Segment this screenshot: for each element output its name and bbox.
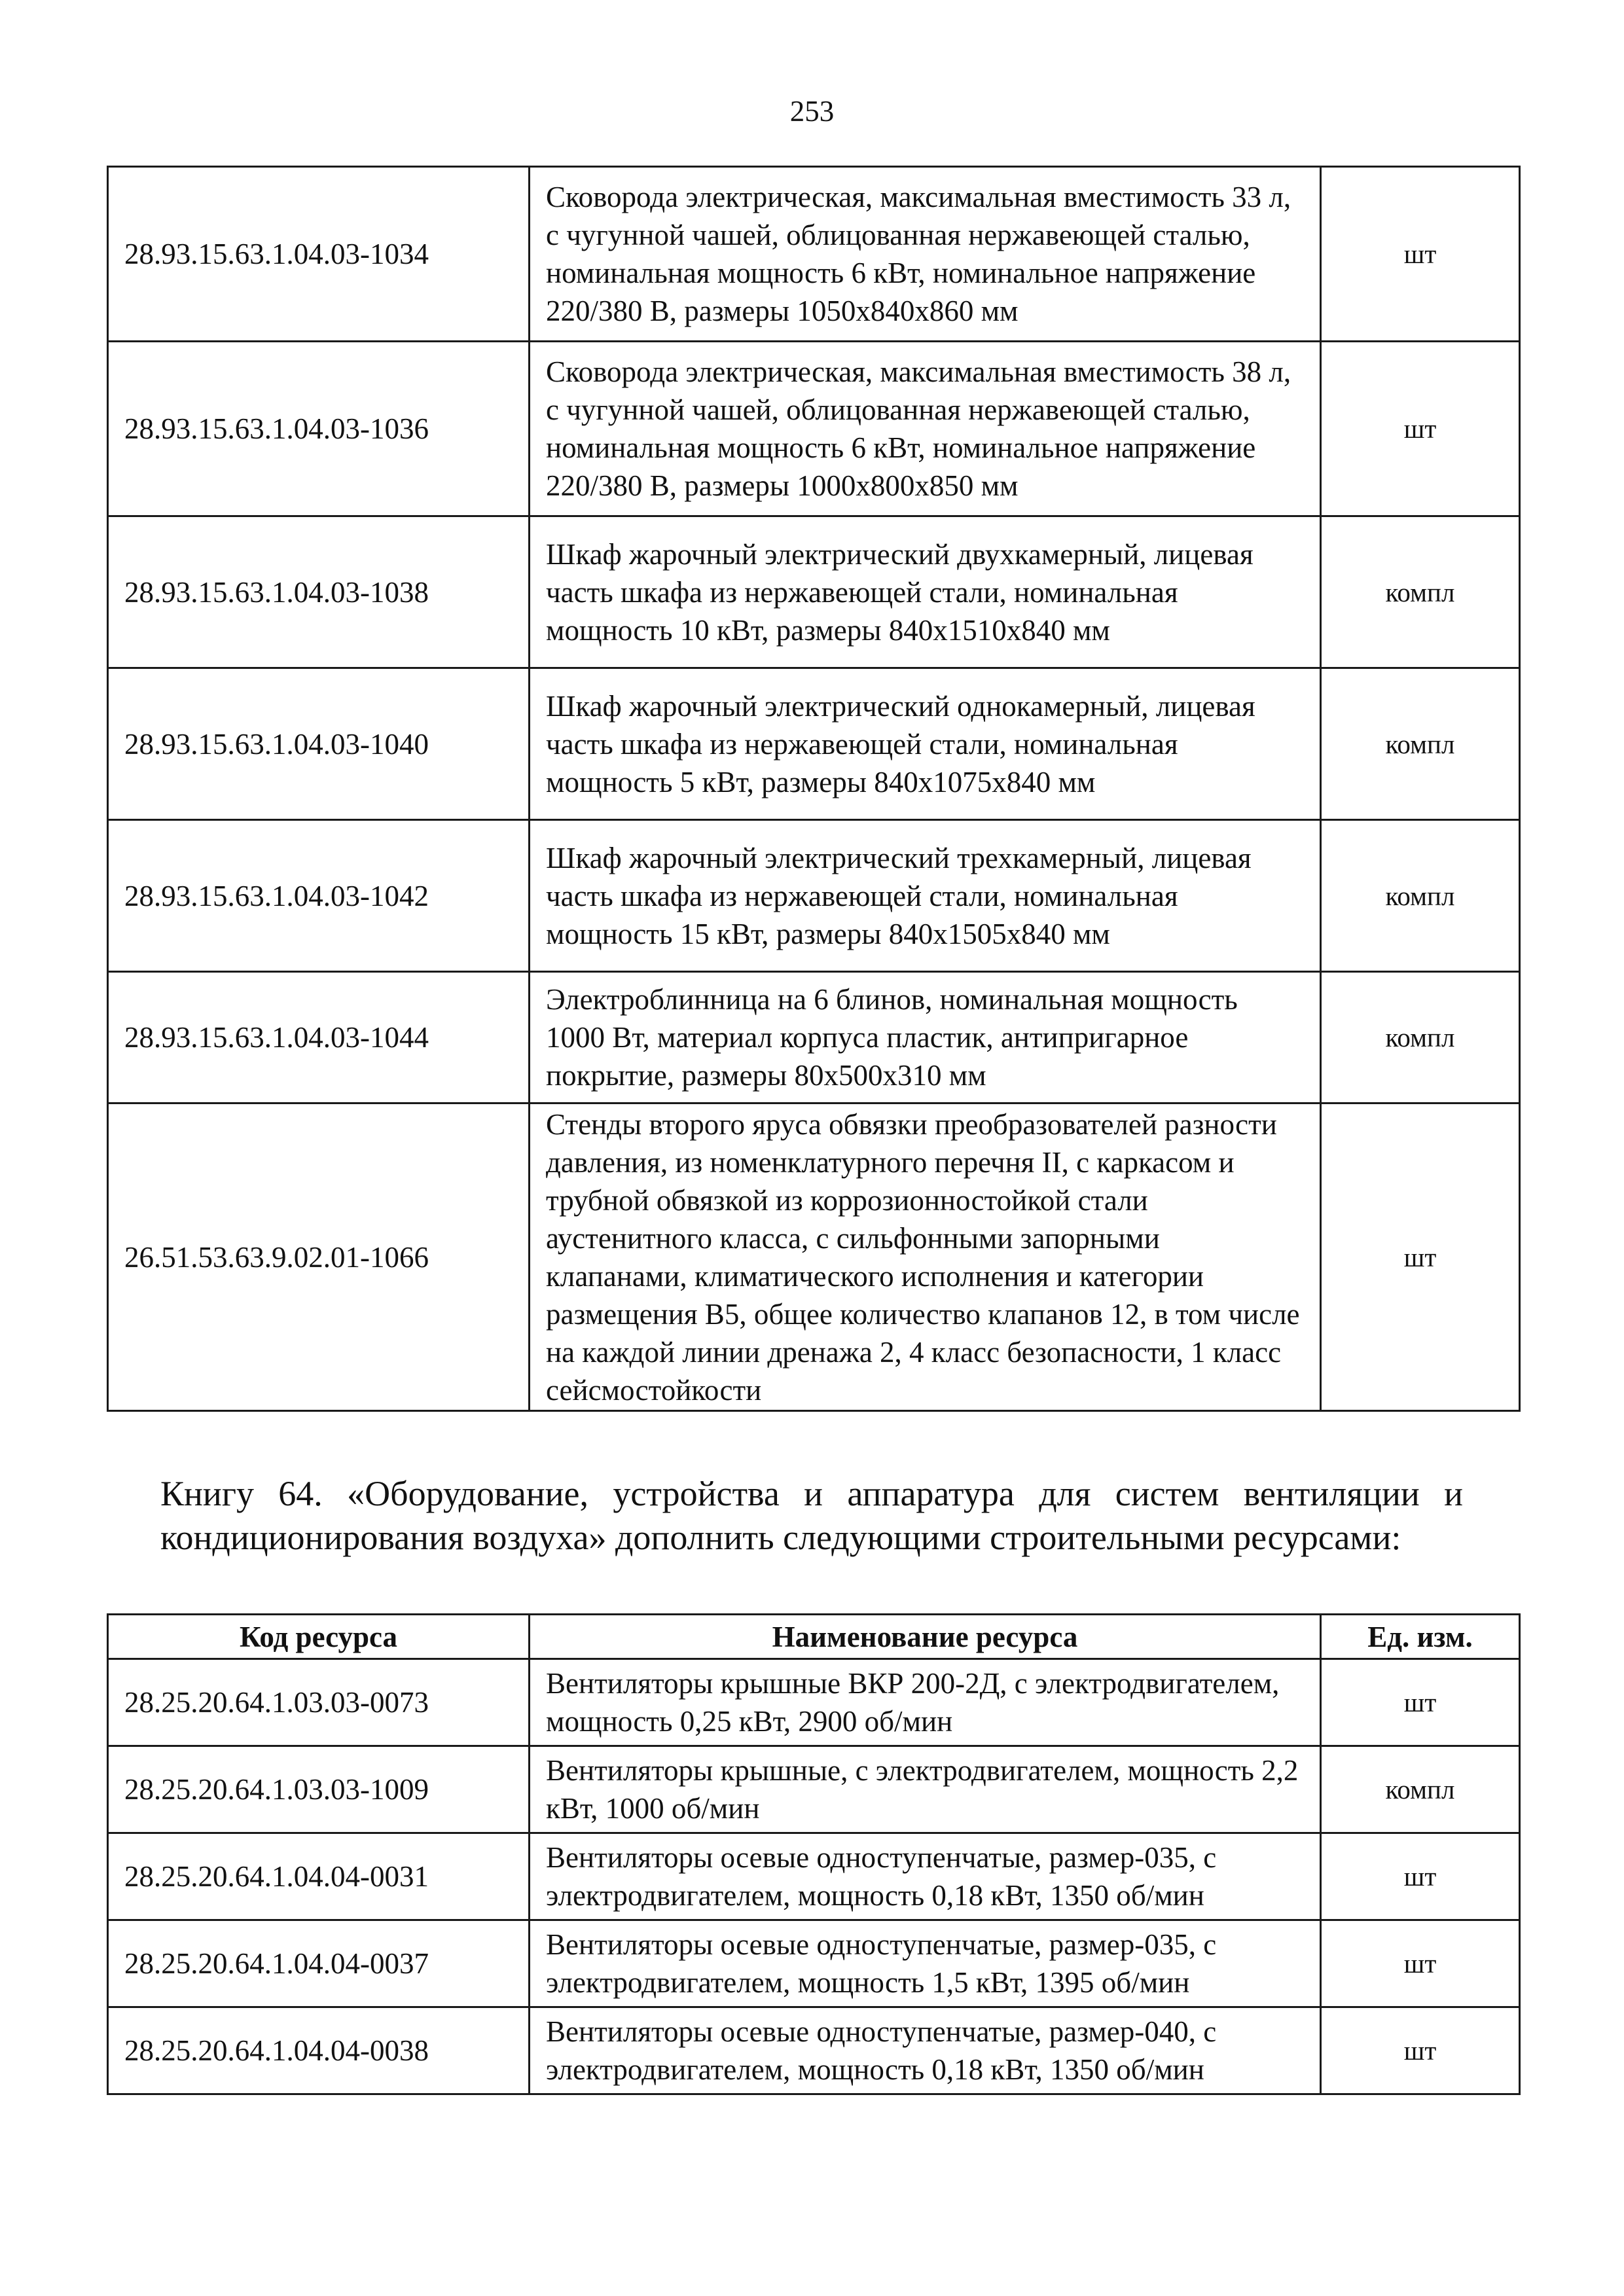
table-row [108, 1103, 1520, 1411]
resource-code: 28.25.20.64.1.03.03-1009 [108, 1746, 530, 1833]
resource-name: Стенды второго яруса обвязки преобразователей разности давления, из номенклатурного перечня II, с каркасом и трубной обвязкой из коррозионностойкой стали аустенитного класса, с сильфонными запорными клапанами, климатического исполнения и категории размещения В5, общее количество клапанов 12, в том числе на каждой линии дренажа 2, 4 класс безопасности, 1 класс сейсмостойкости [530, 1103, 1321, 1411]
resource-table-1 [107, 166, 1521, 1412]
resource-code: 28.25.20.64.1.04.04-0037 [108, 1920, 530, 2007]
resource-unit: шт [1321, 1659, 1520, 1746]
table-row [108, 820, 1520, 972]
resource-code: 28.93.15.63.1.04.03-1042 [108, 820, 530, 972]
table-header-row [108, 1615, 1520, 1659]
resource-name: Сковорода электрическая, максимальная вместимость 33 л, с чугунной чашей, облицованная нержавеющей сталью, номинальная мощность 6 кВт, номинальное напряжение 220/380 В, размеры 1050х840х860 мм [530, 167, 1321, 342]
resource-code: 28.93.15.63.1.04.03-1044 [108, 972, 530, 1103]
resource-name: Шкаф жарочный электрический однокамерный, лицевая часть шкафа из нержавеющей стали, номинальная мощность 5 кВт, размеры 840х1075х840 мм [530, 668, 1321, 820]
resource-name: Сковорода электрическая, максимальная вместимость 38 л, с чугунной чашей, облицованная нержавеющей сталью, номинальная мощность 6 кВт, номинальное напряжение 220/380 В, размеры 1000х800х850 мм [530, 342, 1321, 516]
resource-unit: компл [1321, 1746, 1520, 1833]
resource-unit: шт [1321, 1920, 1520, 2007]
table-row [108, 1920, 1520, 2007]
table-row [108, 1659, 1520, 1746]
resource-unit: шт [1321, 1103, 1520, 1411]
table-row [108, 1746, 1520, 1833]
resource-code: 28.93.15.63.1.04.03-1038 [108, 516, 530, 668]
resource-code: 28.25.20.64.1.03.03-0073 [108, 1659, 530, 1746]
resource-name: Вентиляторы осевые одноступенчатые, размер-035, с электродвигателем, мощность 1,5 кВт, 1395 об/мин [530, 1920, 1321, 2007]
resource-unit: компл [1321, 820, 1520, 972]
table-row [108, 342, 1520, 516]
table-row [108, 972, 1520, 1103]
header-unit: Ед. изм. [1321, 1615, 1520, 1659]
table-row [108, 1833, 1520, 1920]
resource-name: Вентиляторы крышные ВКР 200-2Д, с электродвигателем, мощность 0,25 кВт, 2900 об/мин [530, 1659, 1321, 1746]
header-code: Код ресурса [108, 1615, 530, 1659]
resource-code: 28.93.15.63.1.04.03-1040 [108, 668, 530, 820]
resource-unit: компл [1321, 668, 1520, 820]
page-number: 253 [789, 95, 835, 128]
resource-name: Вентиляторы осевые одноступенчатые, размер-035, с электродвигателем, мощность 0,18 кВт, 1350 об/мин [530, 1833, 1321, 1920]
table-row [108, 516, 1520, 668]
resource-name: Вентиляторы осевые одноступенчатые, размер-040, с электродвигателем, мощность 0,18 кВт, 1350 об/мин [530, 2007, 1321, 2094]
section-paragraph: Книгу 64. «Оборудование, устройства и аппаратура для систем вентиляции и кондиционирования воздуха» дополнить следующими строительными ресурсами: [160, 1474, 1463, 1557]
resource-unit: компл [1321, 516, 1520, 668]
resource-unit: компл [1321, 972, 1520, 1103]
table-row [108, 2007, 1520, 2094]
resource-name: Шкаф жарочный электрический двухкамерный, лицевая часть шкафа из нержавеющей стали, номинальная мощность 10 кВт, размеры 840х1510х840 мм [530, 516, 1321, 668]
table-row [108, 668, 1520, 820]
resource-unit: шт [1321, 2007, 1520, 2094]
table-row [108, 167, 1520, 342]
resource-code: 28.25.20.64.1.04.04-0038 [108, 2007, 530, 2094]
resource-unit: шт [1321, 1833, 1520, 1920]
resource-code: 28.93.15.63.1.04.03-1036 [108, 342, 530, 516]
resource-code: 28.25.20.64.1.04.04-0031 [108, 1833, 530, 1920]
resource-name: Вентиляторы крышные, с электродвигателем, мощность 2,2 кВт, 1000 об/мин [530, 1746, 1321, 1833]
resource-name: Электроблинница на 6 блинов, номинальная мощность 1000 Вт, материал корпуса пластик, антипригарное покрытие, размеры 80х500х310 мм [530, 972, 1321, 1103]
resource-table-2 [107, 1613, 1521, 2095]
resource-unit: шт [1321, 342, 1520, 516]
resource-code: 26.51.53.63.9.02.01-1066 [108, 1103, 530, 1411]
resource-code: 28.93.15.63.1.04.03-1034 [108, 167, 530, 342]
resource-unit: шт [1321, 167, 1520, 342]
resource-name: Шкаф жарочный электрический трехкамерный, лицевая часть шкафа из нержавеющей стали, номинальная мощность 15 кВт, размеры 840х1505х840 мм [530, 820, 1321, 972]
header-name: Наименование ресурса [530, 1615, 1321, 1659]
